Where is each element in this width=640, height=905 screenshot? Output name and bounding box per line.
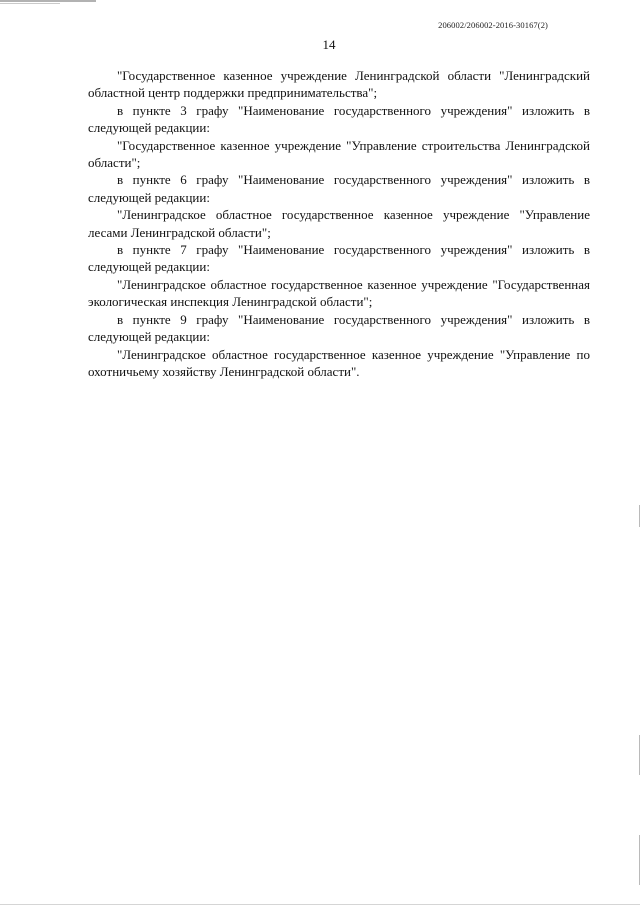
scan-mark-top-secondary xyxy=(0,3,60,4)
document-body xyxy=(88,67,590,380)
document-id: 206002/206002-2016-30167(2) xyxy=(438,20,548,30)
page-number: 14 xyxy=(322,37,336,52)
paragraph: "Ленинградское областное государственное казенное учреждение "Управление по охотничьему хозяйству Ленинградской области". xyxy=(88,346,590,379)
scan-mark-top xyxy=(0,0,96,2)
paragraph: в пункте 3 графу "Наименование государственного учреждения" изложить в следующей редакции: xyxy=(88,102,590,136)
paragraph: "Государственное казенное учреждение Ленинградской области "Ленинградский областной центр поддержки предпринимательства"; xyxy=(88,68,590,101)
paragraph: "Ленинградское областное государственное казенное учреждение "Государственная экологическая инспекция Ленинградской области"; xyxy=(88,276,590,310)
paragraph: в пункте 6 графу "Наименование государственного учреждения" изложить в следующей редакции: xyxy=(88,172,590,205)
paragraph: "Ленинградское областное государственное казенное учреждение "Управление лесами Ленинградской области"; xyxy=(88,207,590,240)
paragraph: в пункте 9 графу "Наименование государственного учреждения" изложить в следующей редакции: xyxy=(88,311,590,345)
paragraph: в пункте 7 графу "Наименование государственного учреждения" изложить в следующей редакции: xyxy=(88,242,590,275)
paragraph: "Государственное казенное учреждение "Управление строительства Ленинградской области"; xyxy=(88,137,590,171)
